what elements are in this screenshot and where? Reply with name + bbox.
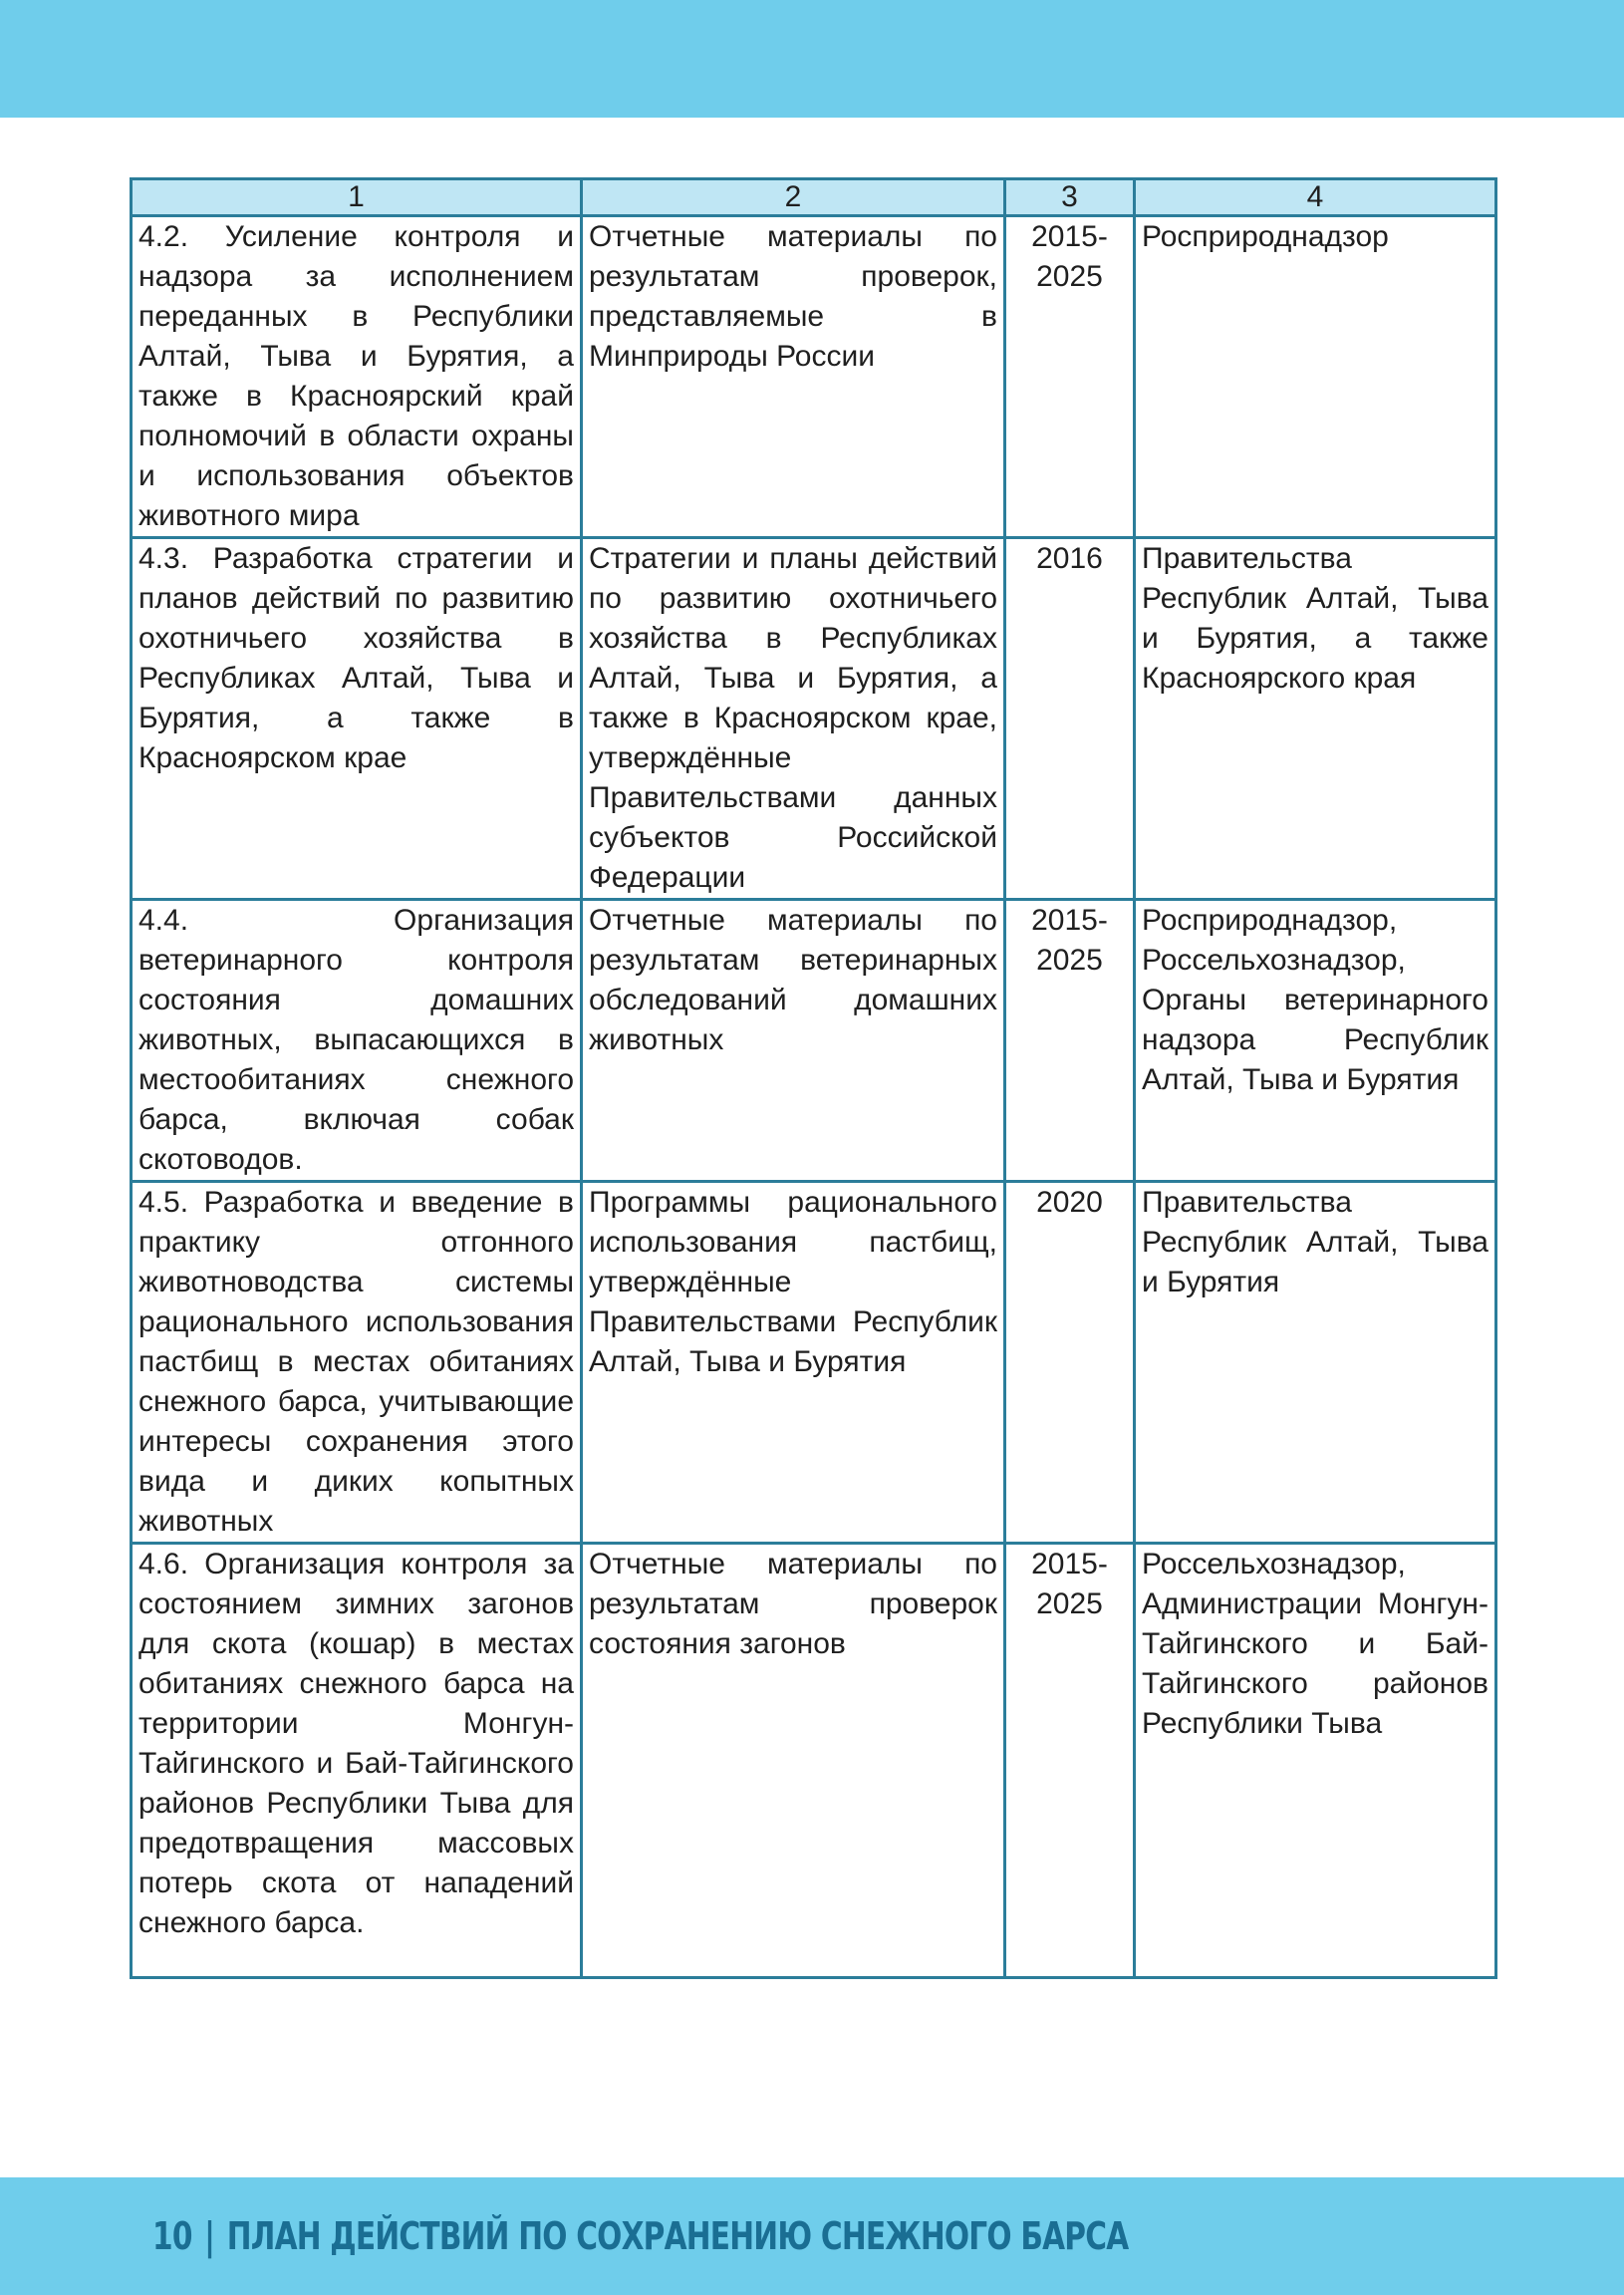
measure-cell: 4.2. Усиление контроля и надзора за исполнением переданных в Республики Алтай, Тыва и Бурятия, а также в Красноярский край полномочий в области охраны и использования объектов животного мира	[132, 216, 582, 538]
years-cell	[1005, 1182, 1135, 1544]
measure-cell: 4.6. Организация контроля за состоянием зимних загонов для скота (кошар) в местах обитаниях снежного барса на территории Монгун-Тайгинского и Бай-Тайгинского районов Республики Тыва для предотвращения массовых потерь скота от нападений снежного барса.	[132, 1544, 582, 1978]
year-start: 2015-	[1031, 904, 1108, 937]
years-cell	[1005, 900, 1135, 1182]
years-cell	[1005, 1544, 1135, 1978]
years-cell	[1005, 216, 1135, 538]
column-header-4: 4	[1135, 179, 1496, 216]
executor-cell: Правительства Республик Алтай, Тыва и Бурятия	[1135, 1182, 1496, 1544]
year-single: 2020	[1036, 1186, 1103, 1219]
table-header-row	[132, 179, 1496, 216]
year-start: 2015-	[1031, 1548, 1108, 1580]
year-end: 2025	[1036, 1587, 1103, 1620]
years-cell	[1005, 538, 1135, 900]
year-end: 2025	[1036, 260, 1103, 293]
table-row	[132, 538, 1496, 900]
column-header-2: 2	[582, 179, 1005, 216]
measure-cell: 4.5. Разработка и введение в практику отгонного животноводства системы рационального использования пастбищ в местах обитаниях снежного барса, учитывающие интересы сохранения этого вида и диких копытных животных	[132, 1182, 582, 1544]
table-row	[132, 1544, 1496, 1978]
running-footer	[152, 2208, 1128, 2264]
result-cell: Стратегии и планы действий по развитию охотничьего хозяйства в Республиках Алтай, Тыва и Бурятия, а также в Красноярском крае, утверждённые Правительствами данных субъектов Российской Федерации	[582, 538, 1005, 900]
executor-cell: Росприроднадзор, Россельхознадзор, Органы ветеринарного надзора Республик Алтай, Тыва и Бурятия	[1135, 900, 1496, 1182]
year-single: 2016	[1036, 542, 1103, 575]
top-decorative-band	[0, 0, 1624, 118]
result-cell: Программы рационального использования пастбищ, утверждённые Правительствами Республик Алтай, Тыва и Бурятия	[582, 1182, 1005, 1544]
measure-cell: 4.4. Организация ветеринарного контроля состояния домашних животных, выпасающихся в местообитаниях снежного барса, включая собак скотоводов.	[132, 900, 582, 1182]
table-row	[132, 1182, 1496, 1544]
year-end: 2025	[1036, 944, 1103, 977]
result-cell: Отчетные материалы по результатам ветеринарных обследований домашних животных	[582, 900, 1005, 1182]
executor-cell: Росприроднадзор	[1135, 216, 1496, 538]
year-start: 2015-	[1031, 220, 1108, 253]
result-cell: Отчетные материалы по результатам проверок, представляемые в Минприроды России	[582, 216, 1005, 538]
result-cell: Отчетные материалы по результатам проверок состояния загонов	[582, 1544, 1005, 1978]
executor-cell: Россельхознадзор, Администрации Монгун-Тайгинского и Бай-Тайгинского районов Республики Тыва	[1135, 1544, 1496, 1978]
measure-cell: 4.3. Разработка стратегии и планов действий по развитию охотничьего хозяйства в Республиках Алтай, Тыва и Бурятия, а также в Красноярском крае	[132, 538, 582, 900]
action-plan-table	[130, 177, 1497, 1979]
document-title: ПЛАН ДЕЙСТВИЙ ПО СОХРАНЕНИЮ СНЕЖНОГО БАРСА	[226, 2214, 1129, 2258]
table-row	[132, 216, 1496, 538]
page-number: 10	[152, 2214, 192, 2258]
column-header-3: 3	[1005, 179, 1135, 216]
executor-cell: Правительства Республик Алтай, Тыва и Бурятия, а также Красноярского края	[1135, 538, 1496, 900]
column-header-1: 1	[132, 179, 582, 216]
table-row	[132, 900, 1496, 1182]
footer-separator: |	[204, 2214, 215, 2258]
